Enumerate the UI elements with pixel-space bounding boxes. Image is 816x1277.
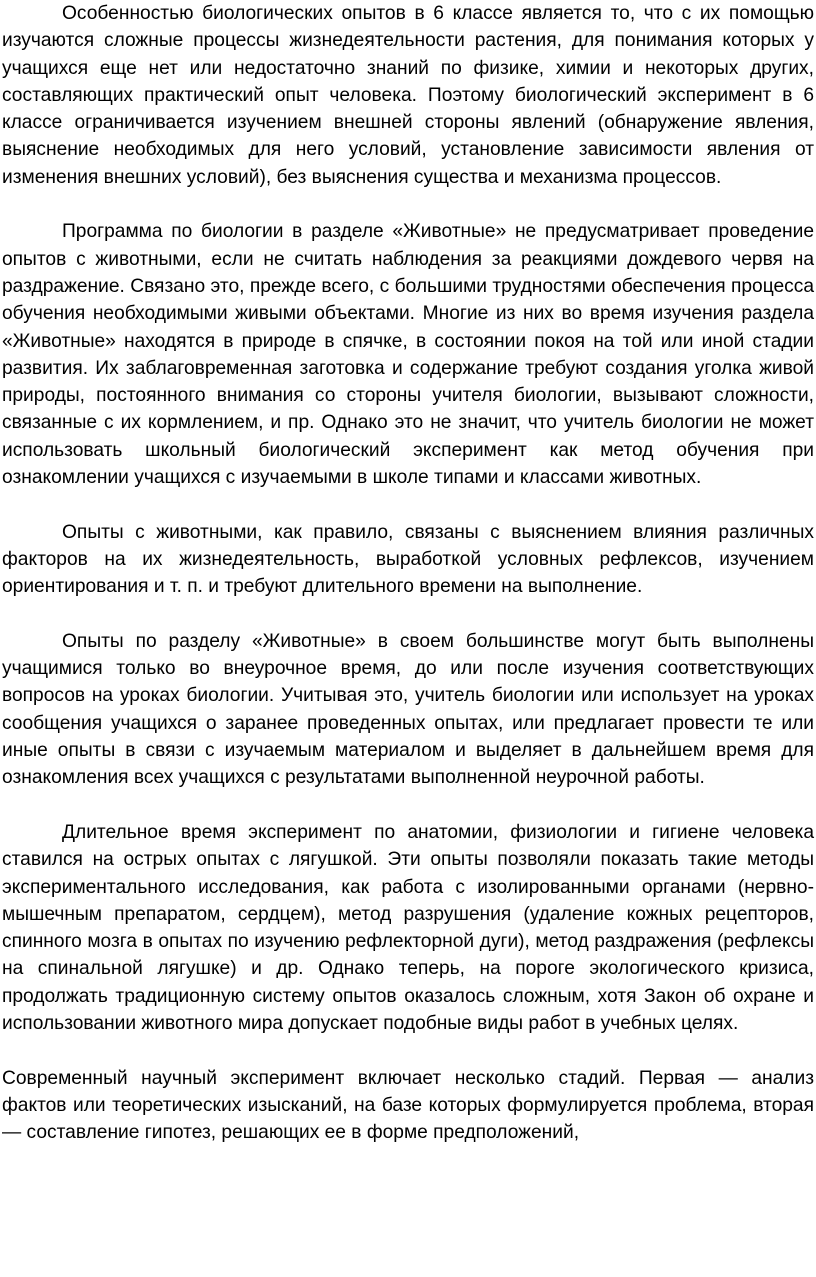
paragraph-6: Современный научный эксперимент включает несколько стадий. Первая — анализ фактов или теоретических изысканий, на базе которых формулируется проблема, вторая — составление гипотез, решающих ее в форме предположений, <box>2 1067 814 1144</box>
paragraph-3: Опыты с животными, как правило, связаны с выяснением влияния различных факторов на их жизнедеятельность, выработкой условных рефлексов, изучением ориентирования и т. п. и требуют длительного времени на выполнение. <box>2 521 814 598</box>
paragraph-4: Опыты по разделу «Животные» в своем большинстве могут быть выполнены учащимися только во внеурочное время, до или после изучения соответствующих вопросов на уроках биологии. Учитывая это, учитель биологии или использует на уроках сообщения учащихся о заранее проведенных опытах, или предлагает провести те или иные опыты в связи с изучаемым материалом и выделяет в дальнейшем время для ознакомления всех учащихся с результатами выполненной неурочной работы. <box>2 630 814 789</box>
paragraph-1: Особенностью биологических опытов в 6 классе является то, что с их помощью изучаются сложные процессы жизнедеятельности растения, для понимания которых у учащихся еще нет или недостаточно знаний по физике, химии и некоторых других, составляющих практический опыт человека. Поэтому биологический эксперимент в 6 классе ограничивается изучением внешней стороны явлений (обнаружение явления, выяснение необходимых для него условий, установление зависимости явления от изменения внешних условий), без выяснения существа и механизма процессов. <box>2 3 814 188</box>
paragraph-2: Программа по биологии в разделе «Животные» не предусматривает проведение опытов с животными, если не считать наблюдения за реакциями дождевого червя на раздражение. Связано это, прежде всего, с большими трудностями обеспечения процесса обучения необходимыми живыми объектами. Многие из них во время изучения раздела «Животные» находятся в природе в спячке, в состоянии покоя на той или иной стадии развития. Их заблаговременная заготовка и содержание требуют создания уголка живой природы, постоянного внимания со стороны учителя биологии, вызывают сложности, связанные с их кормлением, и пр. Однако это не значит, что учитель биологии не может использовать школьный биологический эксперимент как метод обучения при ознакомлении учащихся с изучаемыми в школе типами и классами животных. <box>2 221 814 489</box>
paragraph-5: Длительное время эксперимент по анатомии, физиологии и гигиене человека ставился на острых опытах с лягушкой. Эти опыты позволяли показать такие методы экспериментального исследования, как работа с изолированными органами (нервно-мышечным препаратом, сердцем), метод разрушения (удаление кожных рецепторов, спинного мозга в опытах по изучению рефлекторной дуги), метод раздражения (рефлексы на спинальной лягушке) и др. Однако теперь, на пороге экологического кризиса, продолжать традиционную систему опытов оказалось сложным, хотя Закон об охране и использовании животного мира допускает подобные виды работ в учебных целях. <box>2 821 814 1034</box>
